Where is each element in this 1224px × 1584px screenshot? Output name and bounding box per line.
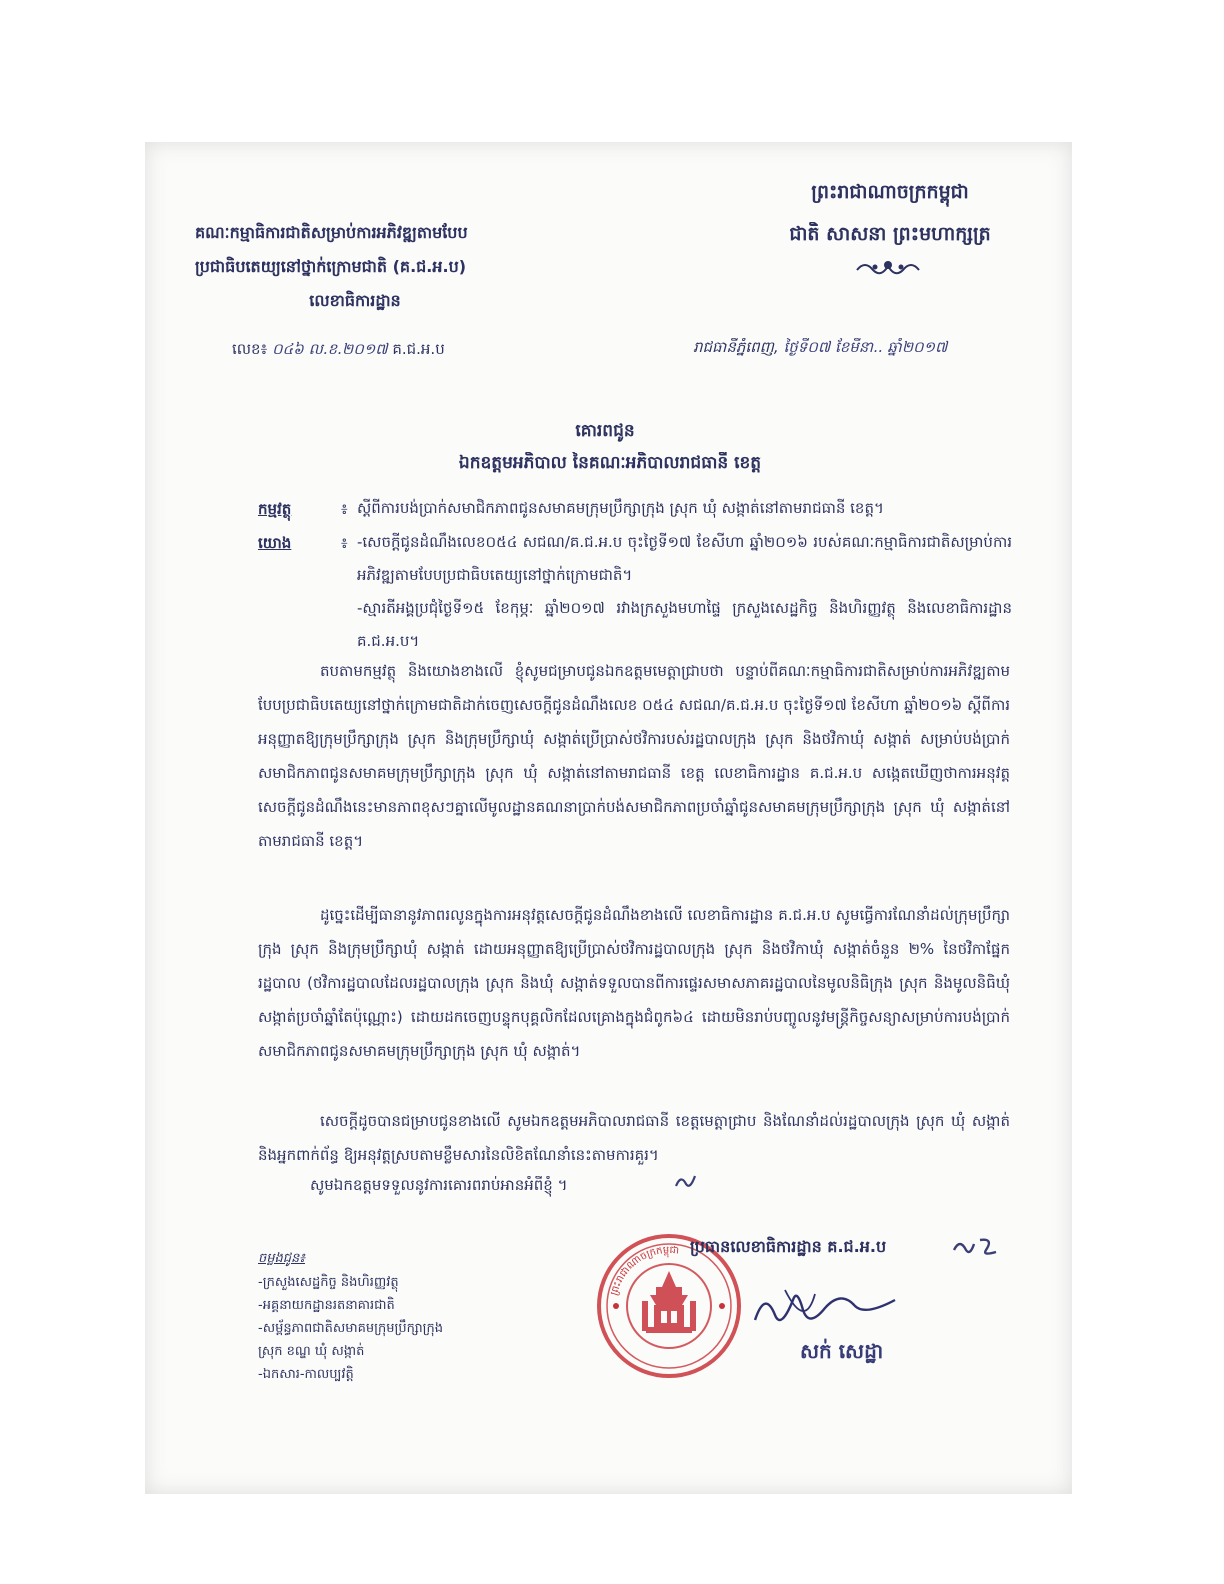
issuer-line-1: គណៈកម្មាធិការជាតិសម្រាប់ការអភិវឌ្ឍតាមបែប xyxy=(195,223,468,242)
issuer-office: លេខាធិការដ្ឋាន xyxy=(309,291,401,310)
issuer-line-2: ប្រជាធិបតេយ្យនៅថ្នាក់ក្រោមជាតិ (គ.ជ.អ.ប) xyxy=(195,257,467,276)
salutation-recipient: ឯកឧត្តមអភិបាល នៃគណៈអភិបាលរាជធានី ខេត្ត xyxy=(458,453,762,473)
date-year: ឆ្នាំ២០១៧ xyxy=(887,338,948,356)
reference-item-1: -សេចក្តីជូនដំណឹងលេខ០៥៤ សជណ/គ.ជ.អ.ប ចុះថ្ងៃទី១៧ ខែសីហា ឆ្នាំ២០១៦ របស់គណៈកម្មាធិការជាតិសម្រាប់ការអភិវឌ្ឍតាមបែបប្រជាធិបតេយ្យនៅថ្នាក់ក្រោមជាតិ។ xyxy=(357,533,1012,584)
cc-item-3: -សម្ព័ន្ធភាពជាតិសមាគមក្រុមប្រឹក្សាក្រុង xyxy=(258,1321,444,1336)
handwritten-signature-icon xyxy=(745,1270,905,1340)
body-paragraph-1: តបតាមកម្មវត្ថុ និងយោងខាងលើ ខ្ញុំសូមជម្រាបជូនឯកឧត្តមមេត្តាជ្រាបថា បន្ទាប់ពីគណៈកម្មាធិការជាតិសម្រាប់ការអភិវឌ្ឍតាមបែបប្រជាធិបតេយ្យនៅថ្នាក់ក្រោមជាតិដាក់ចេញសេចក្តីជូនដំណឹងលេខ ០៥៤ សជណ/គ.ជ.អ.ប ចុះថ្ងៃទី១៧ ខែសីហា ឆ្នាំ២០១៦ ស្តីពីការអនុញ្ញាតឱ្យក្រុមប្រឹក្សាក្រុង ស្រុក និងក្រុមប្រឹក្សាឃុំ សង្កាត់ប្រើប្រាស់ថវិការបស់រដ្ឋបាលក្រុង ស្រុក និងថវិកាឃុំ សង្កាត់ សម្រាប់បង់ប្រាក់សមាជិកភាពជូនសមាគមក្រុមប្រឹក្សាក្រុង ស្រុក ឃុំ សង្កាត់នៅតាមរាជធានី ខេត្ត លេខាធិការដ្ឋាន គ.ជ.អ.ប សង្កេតឃើញថាការអនុវត្តសេចក្តីជូនដំណឹងនេះមានភាពខុសៗគ្នាលើមូលដ្ឋានគណនាប្រាក់បង់សមាជិកភាពប្រចាំឆ្នាំជូនសមាគមក្រុមប្រឹក្សាក្រុង ស្រុក ឃុំ សង្កាត់នៅតាមរាជធានី ខេត្ត។ xyxy=(258,662,1010,850)
initial-mark-icon xyxy=(673,1170,699,1194)
date-place: រាជធានីភ្នំពេញ, xyxy=(693,338,779,356)
date-line xyxy=(693,338,1053,360)
body-paragraph-3: សេចក្តីដូចបានជម្រាបជូនខាងលើ សូមឯកឧត្តមអភិបាលរាជធានី ខេត្តមេត្តាជ្រាប និងណែនាំដល់រដ្ឋបាលក្រុង ស្រុក ឃុំ សង្កាត់ និងអ្នកពាក់ព័ន្ធ ឱ្យអនុវត្តស្របតាមខ្លឹមសារនៃលិខិតណែនាំនេះតាមការគួរ។ xyxy=(258,1112,1010,1164)
scanned-letter-page xyxy=(145,142,1072,1494)
subject-label: កម្មវត្ថុ xyxy=(258,500,292,518)
national-motto: ជាតិ សាសនា ព្រះមហាក្សត្រ xyxy=(789,223,991,245)
seal-lettering: ព្រះរាជាណាចក្រកម្ពុជា xyxy=(608,1244,680,1297)
reference-item-2: -ស្មារតីអង្គប្រជុំថ្ងៃទី១៥ ខែកុម្ភៈ ឆ្នាំ២០១៧ រវាងក្រសួងមហាផ្ទៃ ក្រសួងសេដ្ឋកិច្ច និងហិរញ្ញវត្ថុ និងលេខាធិការដ្ឋាន គ.ជ.អ.ប។ xyxy=(357,599,1012,650)
reference-colon: ៖ xyxy=(341,534,348,552)
reference-number-label: លេខ៖ xyxy=(232,340,268,358)
cc-label: ចម្លងជូន៖ xyxy=(258,1251,305,1266)
salutation-to: គោរពជូន xyxy=(575,421,635,441)
kingdom-title: ព្រះរាជាណាចក្រកម្ពុជា xyxy=(811,181,969,203)
signatory-title: ប្រធានលេខាធិការដ្ឋាន គ.ជ.អ.ប xyxy=(690,1237,887,1256)
reference-number-handwritten: ០៤៦ ល.ខ.២០១៧ xyxy=(271,340,388,358)
cc-item-4: -ឯកសារ-កាលប្បវត្តិ xyxy=(258,1367,354,1382)
subject-colon: ៖ xyxy=(341,500,348,518)
body-paragraph-2: ដូច្នេះដើម្បីធានានូវភាពរលូនក្នុងការអនុវត្តសេចក្តីជូនដំណឹងខាងលើ លេខាធិការដ្ឋាន គ.ជ.អ.ប សូមធ្វើការណែនាំដល់ក្រុមប្រឹក្សាក្រុង ស្រុក និងក្រុមប្រឹក្សាឃុំ សង្កាត់ ដោយអនុញ្ញាតឱ្យប្រើប្រាស់ថវិការដ្ឋបាលក្រុង ស្រុក និងថវិកាឃុំ សង្កាត់ចំនួន ២% នៃថវិកាផ្នែករដ្ឋបាល (ថវិការដ្ឋបាលដែលរដ្ឋបាលក្រុង ស្រុក និងឃុំ សង្កាត់ទទួលបានពីការផ្ទេរសមាសភាគរដ្ឋបាលនៃមូលនិធិក្រុង ស្រុក និងមូលនិធិឃុំ សង្កាត់ប្រចាំឆ្នាំតែប៉ុណ្ណោះ) ដោយដកចេញបន្ទុកបុគ្គលិកដែលគ្រោងក្នុងជំពូក៦៤ ដោយមិនរាប់បញ្ចូលនូវមន្ត្រីកិច្ចសន្យាសម្រាប់ការបង់ប្រាក់សមាជិកភាពជូនសមាគមក្រុមប្រឹក្សាក្រុង ស្រុក ឃុំ សង្កាត់។ xyxy=(258,906,1010,1060)
reference-number-suffix: គ.ជ.អ.ប xyxy=(392,340,445,358)
cc-item-2: -អគ្គនាយកដ្ឋានរតនាគារជាតិ xyxy=(258,1298,395,1313)
cc-item-3-continued: ស្រុក ខណ្ឌ ឃុំ សង្កាត់ xyxy=(258,1344,365,1359)
subject-text: ស្តីពីការបង់ប្រាក់សមាជិកភាពជូនសមាគមក្រុមប្រឹក្សាក្រុង ស្រុក ឃុំ សង្កាត់នៅតាមរាជធានី ខេត្ត។ xyxy=(357,499,884,517)
reference-label: យោង xyxy=(258,534,292,552)
date-day: ថ្ងៃទី០៧ xyxy=(783,338,831,356)
cc-item-1: -ក្រសួងសេដ្ឋកិច្ច និងហិរញ្ញវត្ថុ xyxy=(258,1275,399,1290)
signatory-name: សក់ សេដ្ឋា xyxy=(800,1339,884,1363)
ornament-icon xyxy=(853,256,923,278)
date-month: ខែមីនា.. xyxy=(835,338,883,356)
reference-number-line xyxy=(232,340,552,362)
closing-line: សូមឯកឧត្តមទទួលនូវការគោរពរាប់អានអំពីខ្ញុំ ។ xyxy=(310,1176,568,1194)
handwritten-initials-icon xyxy=(950,1232,1000,1262)
